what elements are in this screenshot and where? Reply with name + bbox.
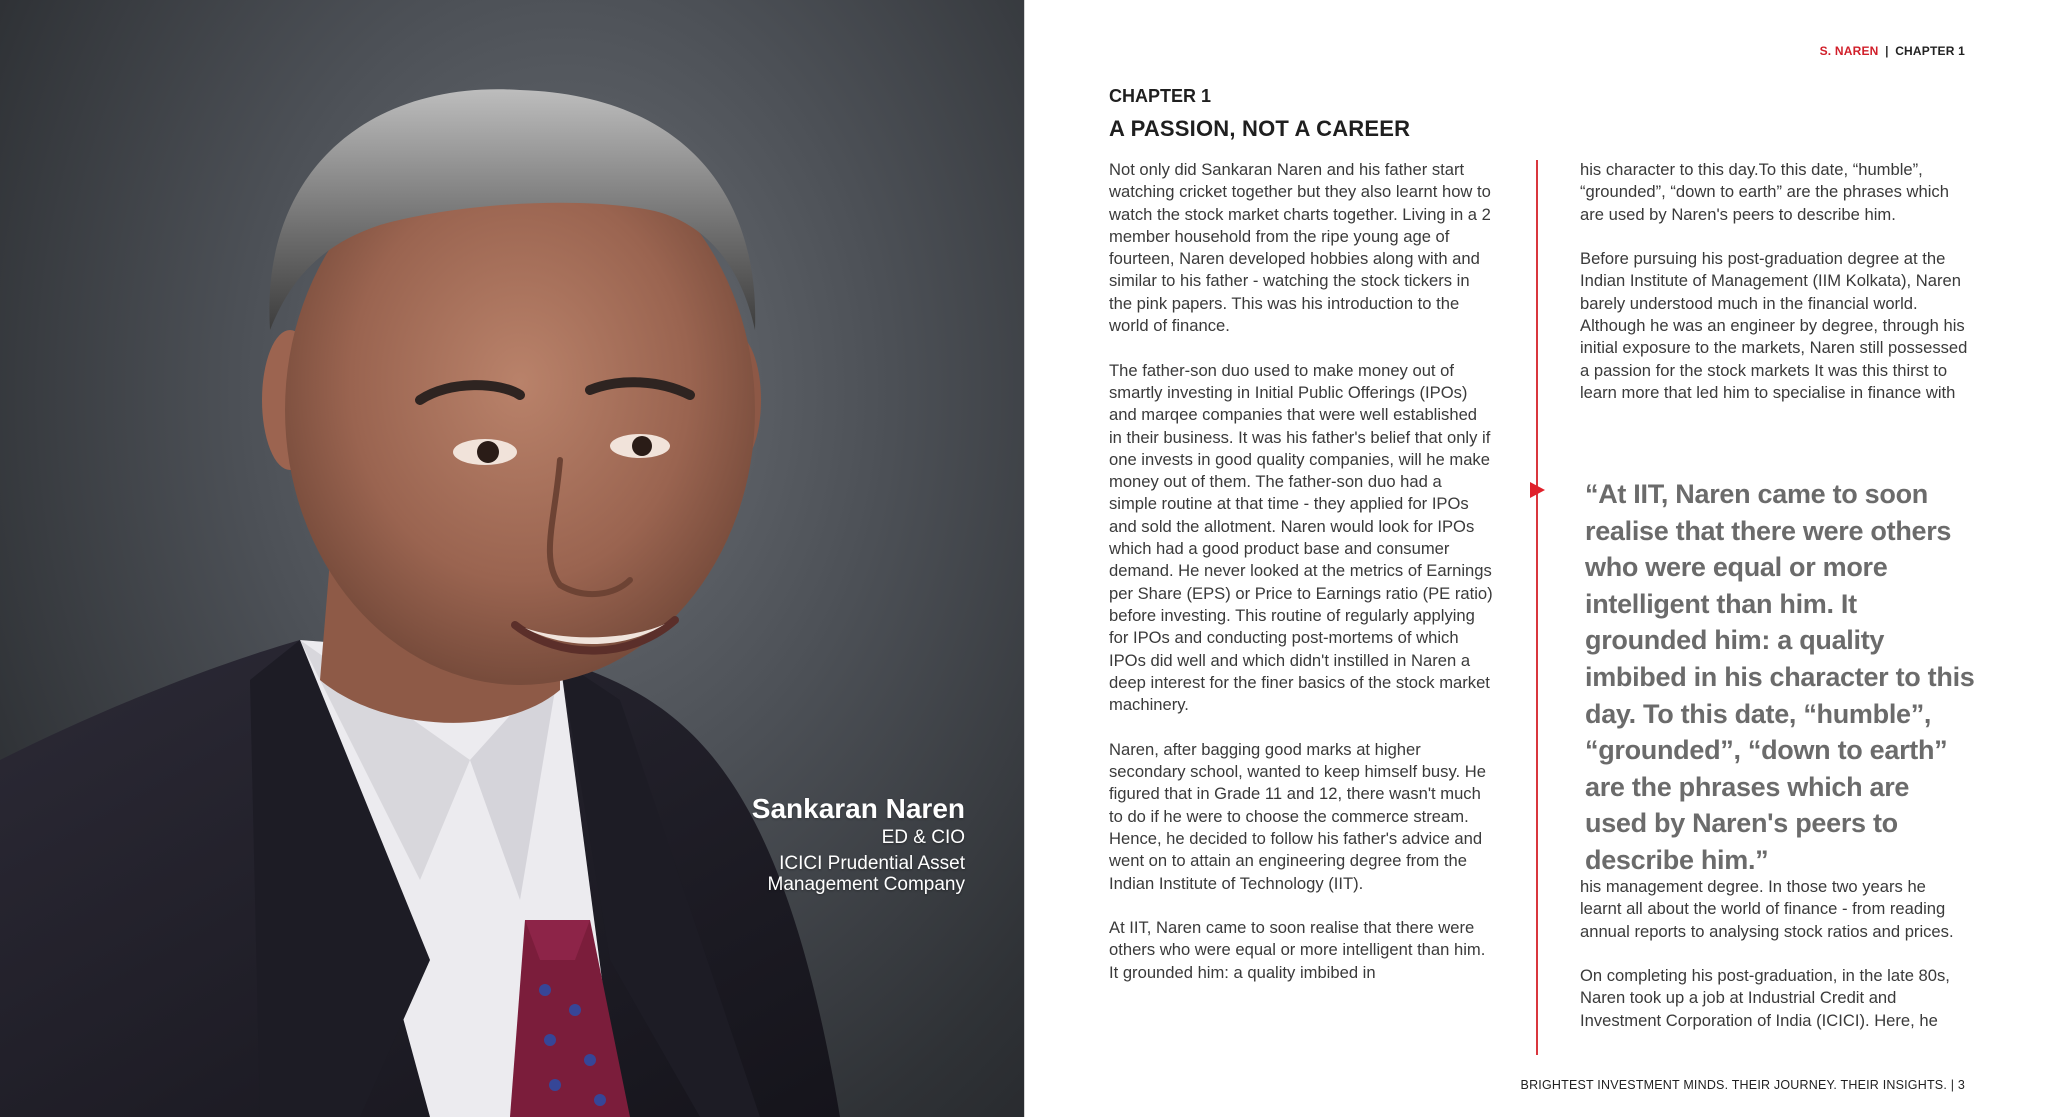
portrait-caption xyxy=(752,792,965,895)
chapter-number: CHAPTER 1 xyxy=(1109,86,1212,106)
paragraph: his character to this day.To this date, “humble”, “grounded”, “down to earth” are the phrases which are used by Naren's peers to describe him. xyxy=(1580,160,1949,224)
running-head-chapter: CHAPTER 1 xyxy=(1895,44,1965,58)
person-role: ED & CIO xyxy=(881,827,965,848)
paragraph: Not only did Sankaran Naren and his father start watching cricket together but they also learnt how to watch the stock market charts together. Living in a 2 member household from the ripe young age of fourteen, Naren developed hobbies along with and similar to his father - watching the stock tickers in the pink papers. This was his introduction to the world of finance. xyxy=(1109,160,1491,336)
column-divider-rule xyxy=(1536,160,1538,1055)
person-company xyxy=(752,853,965,895)
running-head-author: S. NAREN xyxy=(1819,44,1879,58)
pull-quote: “At IIT, Naren came to soon realise that there were others who were equal or more intelligent than him. It grounded him: a quality imbibed in his character to this day. To this date, “humble”, “grounded”, “down to earth” are the phrases which are used by Naren's peers to describe him.” xyxy=(1585,479,1975,875)
text-page xyxy=(1024,0,2048,1117)
running-head-separator: | xyxy=(1885,44,1889,58)
running-head xyxy=(1820,44,1965,58)
paragraph: At IIT, Naren came to soon realise that there were others who were equal or more intelligent than him. It grounded him: a quality imbibed in xyxy=(1109,918,1486,982)
paragraph: On completing his post-graduation, in the late 80s, Naren took up a job at Industrial Credit and Investment Corporation of India (ICICI). Here, he xyxy=(1580,966,1950,1030)
paragraph: Naren, after bagging good marks at higher secondary school, wanted to keep himself busy. He figured that in Grade 11 and 12, there wasn't much to do if he were to choose the commerce stream. Hence, he decided to follow his father's advice and went on to attain an engineering degree from the Indian Institute of Technology (IIT). xyxy=(1109,739,1486,893)
footer-tagline: BRIGHTEST INVESTMENT MINDS. THEIR JOURNEY. THEIR INSIGHTS. xyxy=(1520,1078,1948,1092)
page-footer xyxy=(1521,1078,1965,1092)
right-text-column-bottom xyxy=(1580,876,1970,1054)
company-line-1: ICICI Prudential Asset xyxy=(779,853,965,874)
company-line-2: Management Company xyxy=(767,874,965,895)
left-text-column xyxy=(1109,159,1494,1006)
quote-marker-icon xyxy=(1530,482,1545,498)
person-name: Sankaran Naren xyxy=(751,793,965,824)
right-text-column-top xyxy=(1580,159,1970,427)
chapter-title: A PASSION, NOT A CAREER xyxy=(1109,116,1411,141)
paragraph: The father-son duo used to make money out of smartly investing in Initial Public Offerings (IPOs) and marqee companies that were well established in their business. It was his father's belief that only if one invests in good quality companies, will he make money out of them. The father-son duo had a simple routine at that time - they applied for IPOs and sold the allotment. Naren would look for IPOs which had a good product base and consumer demand. He never looked at the metrics of Earnings per Share (EPS) or Price to Earnings ratio (PE ratio) before investing. This routine of regularly applying for IPOs and conducting post-mortems of which IPOs did well and which didn't instilled in Naren a deep interest for the finer basics of the stock market machinery. xyxy=(1109,360,1493,715)
paragraph: Before pursuing his post-graduation degree at the Indian Institute of Management (IIM Kolkata), Naren barely understood much in the financial world. Although he was an engineer by degree, through his initial exposure to the markets, Naren still possessed a passion for the stock markets It was this thirst to learn more that led him to specialise in finance with xyxy=(1580,249,1968,402)
page-number: 3 xyxy=(1957,1078,1965,1092)
footer-separator: | xyxy=(1950,1078,1955,1092)
paragraph: his management degree. In those two years he learnt all about the world of finance - from reading annual reports to analysing stock ratios and prices. xyxy=(1580,877,1954,941)
